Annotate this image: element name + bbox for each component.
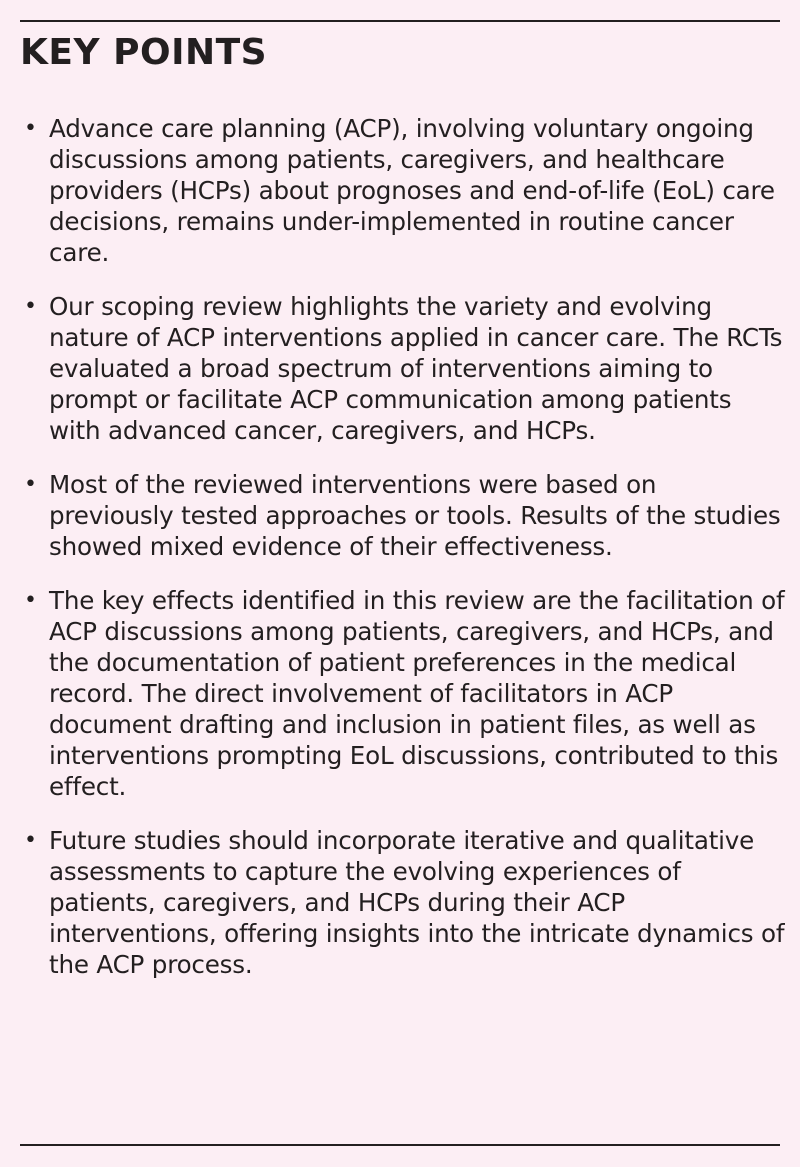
key-point-3 [20, 469, 785, 562]
key-point-text: Advance care planning (ACP), involving voluntary ongoing discussions among patients, caregivers, and healthcare providers (HCPs) about prognoses and end-of-life (EoL) care decisions, remains under-implemented in routine cancer care. [49, 114, 775, 267]
bullet-icon: • [24, 294, 37, 319]
bullet-icon: • [24, 472, 37, 497]
key-point-text: Future studies should incorporate iterative and qualitative assessments to capture the evolving experiences of patients, caregivers, and HCPs during their ACP interventions, offering insights into the intricate dynamics of the ACP process. [49, 826, 785, 979]
key-point-4 [20, 585, 785, 802]
key-point-1 [20, 113, 785, 268]
bullet-icon: • [24, 828, 37, 853]
key-point-text: Most of the reviewed interventions were based on previously tested approaches or tools. Results of the studies showed mixed evidence of their effectiveness. [49, 470, 781, 561]
key-point-text: Our scoping review highlights the variety and evolving nature of ACP interventions applied in cancer care. The RCTs evaluated a broad spectrum of interventions aiming to prompt or facilitate ACP communication among patients with advanced cancer, caregivers, and HCPs. [49, 292, 783, 445]
key-point-5 [20, 825, 785, 980]
key-point-2 [20, 291, 785, 446]
bullet-icon: • [24, 588, 37, 613]
bottom-rule [20, 1144, 780, 1146]
top-rule [20, 20, 780, 22]
key-points-list [20, 113, 785, 1003]
section-title: KEY POINTS [20, 32, 268, 73]
key-point-text: The key effects identified in this review are the facilitation of ACP discussions among patients, caregivers, and HCPs, and the documentation of patient preferences in the medical record. The direct involvement of facilitators in ACP document drafting and inclusion in patient files, as well as interventions prompting EoL discussions, contributed to this effect. [49, 586, 785, 801]
bullet-icon: • [24, 116, 37, 141]
